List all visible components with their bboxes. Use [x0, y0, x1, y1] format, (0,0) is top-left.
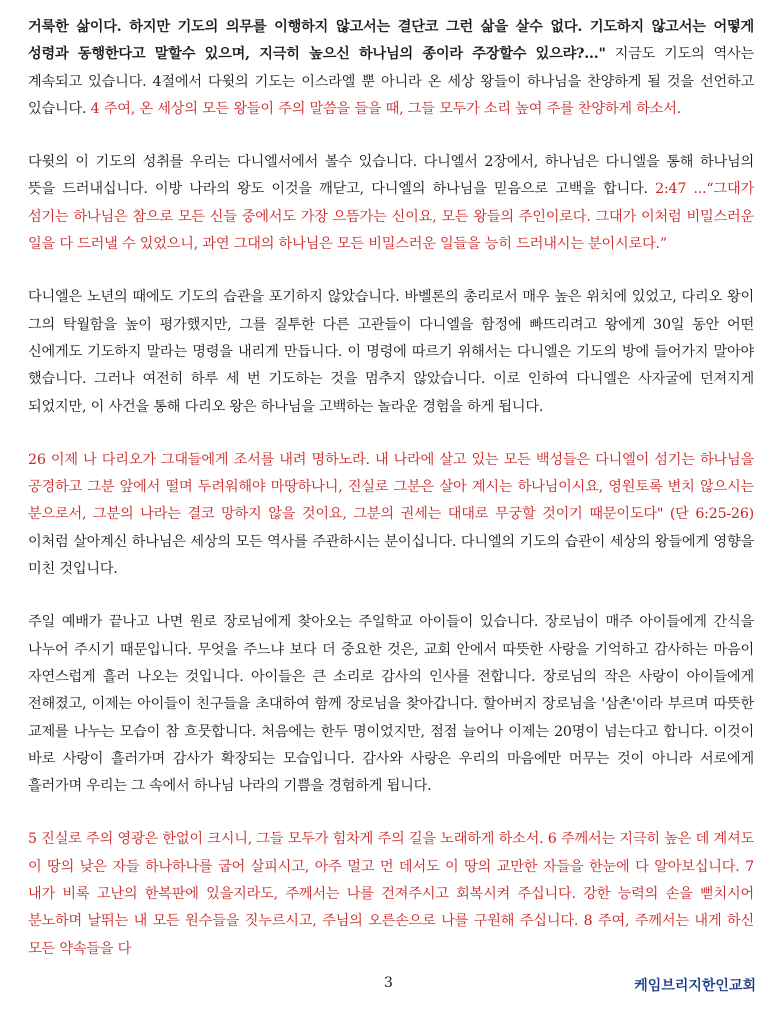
- paragraph: [28, 149, 754, 258]
- scripture-quote: 26 이제 나 다리오가 그대들에게 조서를 내려 명하노라. 내 나라에 살고 있는 모든 백성들은 다니엘이 섬기는 하나님을 공경하고 그분 앞에서 떨며 두려워해야 마땅하나니, 진실로 그분은 살아 계시는 하나님이시요, 영원토록 변치 않으시는 분으로서, 그분의 나라는 결코 망하지 않을 것이요, 그분의 권세는 대대로 무궁할 것이기 때문이도다" (단 6:25-26): [28, 451, 754, 523]
- paragraph: [28, 284, 754, 420]
- body-text: 이처럼 살아계신 하나님은 세상의 모든 역사를 주관하시는 분이십니다. 다니엘의 기도의 습관이 세상의 왕들에게 영향을 미친 것입니다.: [28, 533, 754, 578]
- paragraph: [28, 826, 754, 962]
- page-number: 3: [384, 975, 393, 991]
- scripture-quote: 4 주여, 온 세상의 모든 왕들이 주의 말씀을 들을 때, 그들 모두가 소리 높여 주를 찬양하게 하소서.: [90, 100, 682, 117]
- body-text: 지금도 기도의 역사는 계속되고 있습니다. 4절에서 다윗의 기도는 이스라엘 뿐 아니라 온 세상 왕들이 하나님을 찬양하게 될 것을 선언하고 있습니다.: [28, 46, 755, 117]
- body-text: 다윗의 이 기도의 성취를 우리는 다니엘서에서 볼수 있습니다. 다니엘서 2장에서, 하나님은 다니엘을 통해 하나님의 뜻을 드러내십니다. 이방 나라의 왕도 이것을 깨닫고, 다니엘의 하나님을 믿음으로 고백을 합니다.: [28, 154, 754, 198]
- church-name: 케임브리지한인교회: [634, 978, 756, 994]
- body-text: 주일 예배가 끝나고 나면 원로 장로님에게 찾아오는 주일학교 아이들이 있습니다. 장로님이 매주 아이들에게 간식을 나누어 주시기 때문입니다. 무엇을 주느냐 보다 더 중요한 것은, 교회 안에서 따뜻한 사랑을 기억하고 감사하는 마음이 자연스럽게 흘러 나오는 것입니다. 아이들은 큰 소리로 감사의 인사를 전합니다. 장로님의 작은 사랑이 아이들에게 전해졌고, 이제는 아이들이 친구들을 초대하여 함께 장로님을 찾아갑니다. 할아버지 장로님을 '삼촌'이라 부르며 따뜻한 교제를 나누는 모습이 참 흐뭇합니다. 처음에는 한두 명이었지만, 점점 늘어나 이제는 20명이 넘는다고 합니다. 이것이 바로 사랑이 흘러가며 감사가 확장되는 모습입니다. 감사와 사랑은 우리의 마음에만 머무는 것이 아니라 서로에게 흘러가며 우리는 그 속에서 하나님 나라의 기쁨을 경험하게 됩니다.: [28, 614, 754, 795]
- paragraph: [28, 609, 754, 800]
- body-text: 다니엘은 노년의 때에도 기도의 습관을 포기하지 않았습니다. 바벨론의 총리로서 매우 높은 위치에 있었고, 다리오 왕이 그의 탁월함을 높이 평가했지만, 그를 질투한 다른 고관들이 다니엘을 함정에 빠뜨리려고 왕에게 30일 동안 어떤 신에게도 기도하지 말라는 명령을 내리게 만듭니다. 이 명령에 따르기 위해서는 다니엘은 기도의 방에 들어가지 말아야 했습니다. 그러나 여전히 하루 세 번 기도하는 것을 멈추지 않았습니다. 이로 인하여 다니엘은 사자굴에 던져지게 되었지만, 이 사건을 통해 다리오 왕은 하나님을 고백하는 놀라운 경험을 하게 됩니다.: [28, 289, 754, 415]
- bold-quote: 거룩한 삶이다. 하지만 기도의 의무를 이행하지 않고서는 결단코 그런 삶을 살수 없다. 기도하지 않고서는 어떻게 성령과 동행한다고 말할수 있으며, 지극히 높으신 하나님의 종이라 주장할수 있으랴?...": [28, 19, 754, 63]
- scripture-quote: 5 진실로 주의 영광은 한없이 크시니, 그들 모두가 힘차게 주의 길을 노래하게 하소서. 6 주께서는 지극히 높은 데 계셔도 이 땅의 낮은 자들 하나하나를 굽어 살피시고, 아주 멀고 먼 데서도 이 땅의 교만한 자들을 한눈에 다 알아보십니다. 7 내가 비록 고난의 한복판에 있을지라도, 주께서는 나를 건져주시고 회복시켜 주십니다. 강한 능력의 손을 뻗치시어 분노하며 날뛰는 내 모든 원수들을 짓누르시고, 주님의 오른손으로 나를 구원해 주십니다. 8 주여, 주께서는 내게 하신 모든 약속들을 다: [28, 831, 754, 957]
- paragraph: [28, 14, 754, 123]
- document-body: [28, 14, 754, 963]
- scripture-quote: 2:47 ...“그대가 섬기는 하나님은 참으로 모든 신들 중에서도 가장 으뜸가는 신이요, 모든 왕들의 주인이로다. 그대가 이처럼 비밀스러운 일을 다 드러낼 수 있었으니, 과연 그대의 하나님은 모든 비밀스러운 일들을 능히 드러내시는 분이시로다.”: [28, 181, 754, 253]
- paragraph: [28, 447, 754, 583]
